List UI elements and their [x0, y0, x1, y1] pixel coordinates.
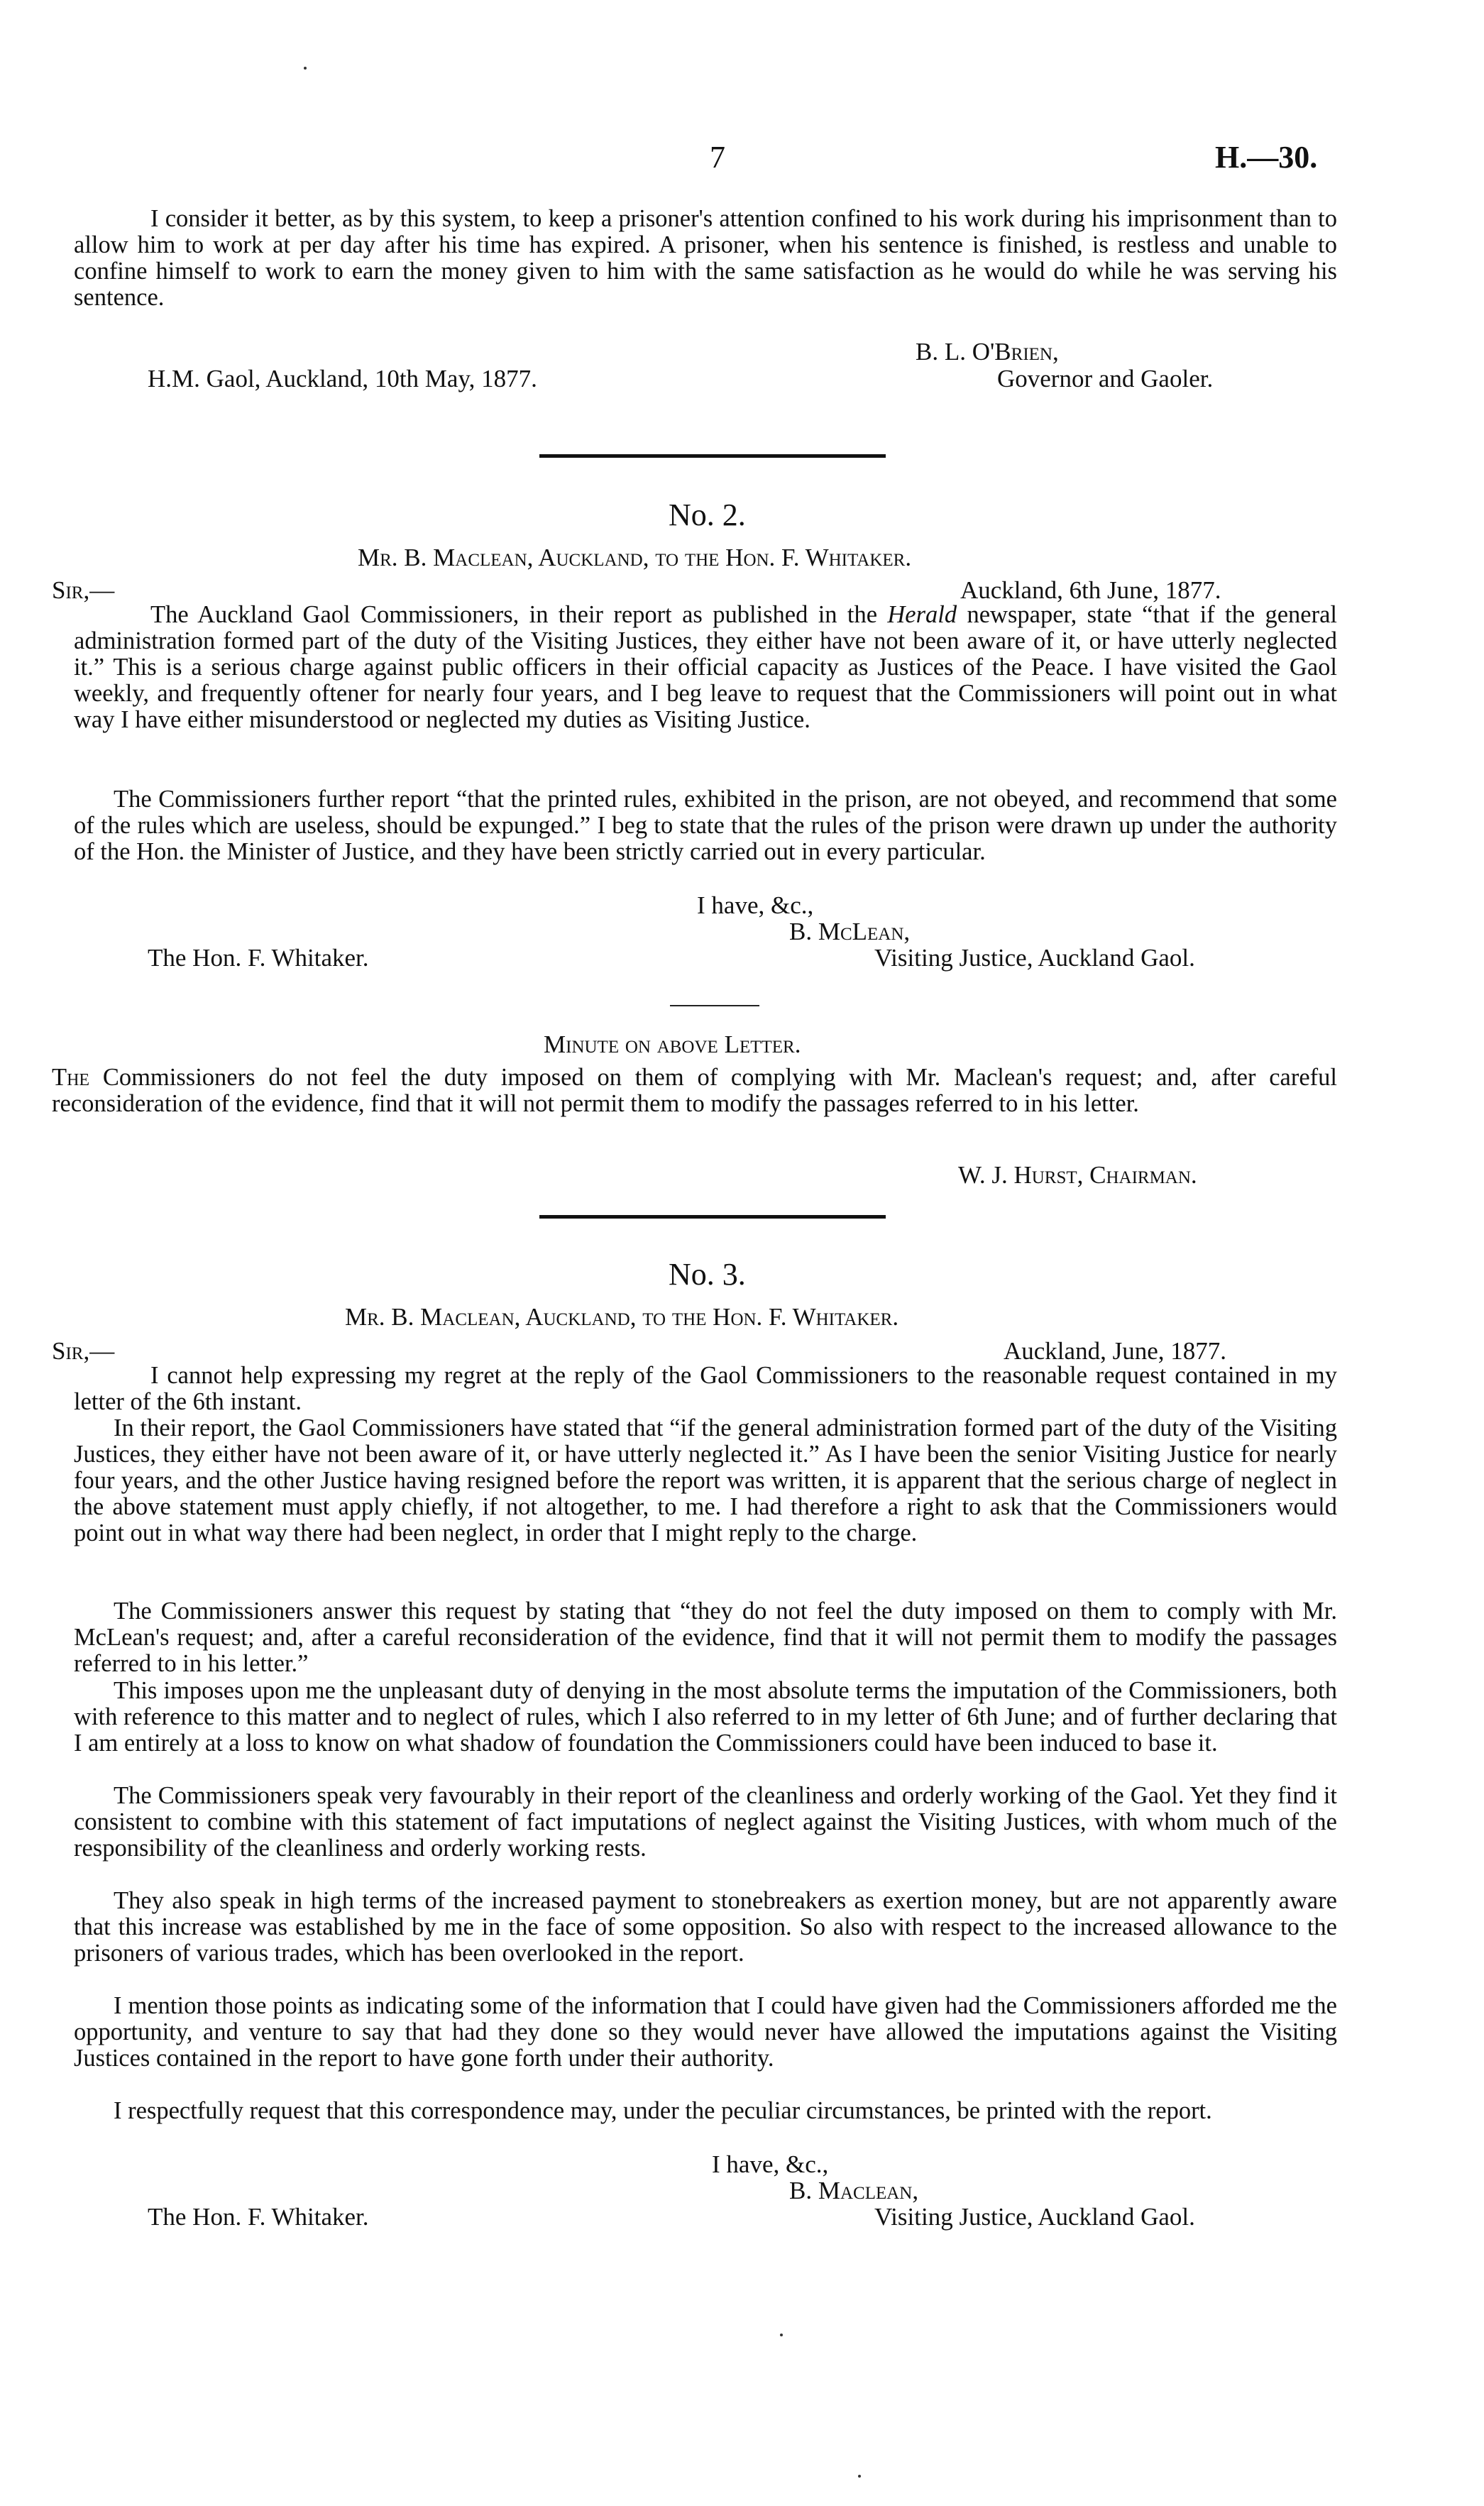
- paragraph-text: The Auckland Gaol Commissioners, in their report as published in the: [150, 601, 888, 628]
- signer-title: Visiting Justice, Auckland Gaol.: [874, 2203, 1195, 2231]
- document-reference: H.—30.: [1215, 140, 1318, 175]
- letter-date: Auckland, June, 1877.: [1004, 1337, 1226, 1365]
- minute-lead-word: The: [52, 1064, 90, 1091]
- addressee: The Hon. F. Whitaker.: [148, 2203, 369, 2231]
- letter-paragraph: [74, 602, 1337, 733]
- newspaper-name: Herald: [887, 601, 957, 628]
- letter-number: No. 3.: [669, 1257, 746, 1292]
- signer-title: Visiting Justice, Auckland Gaol.: [874, 944, 1195, 972]
- print-speck: [858, 2475, 861, 2478]
- salutation: Sir,—: [52, 1337, 115, 1365]
- signer-name: B. Maclean,: [789, 2177, 919, 2204]
- letter-paragraph: I respectfully request that this correspondence may, under the peculiar circumstances, be printed with the report.: [114, 2097, 1212, 2124]
- letter-number: No. 2.: [669, 498, 746, 532]
- addressee: The Hon. F. Whitaker.: [148, 944, 369, 972]
- minute-heading: Minute on above Letter.: [544, 1031, 801, 1058]
- page-number: 7: [710, 140, 725, 175]
- letter-heading: Mr. B. Maclean, Auckland, to the Hon. F. Whitaker.: [358, 544, 912, 571]
- letter-paragraph: The Commissioners further report “that the printed rules, exhibited in the prison, are not obeyed, and recommend that some of the rules which are useless, should be expunged.” I beg to state that the rules of the prison were drawn up under the authority of the Hon. the Minister of Justice, and they have been strictly carried out in every particular.: [74, 786, 1337, 865]
- section-divider: [539, 454, 886, 458]
- print-speck: [780, 2334, 783, 2336]
- continuation-paragraph: I consider it better, as by this system, to keep a prisoner's attention confined to his work during his imprisonment than to allow him to work at per day after his time has expired. A prisoner, when his sentence is finished, is restless and unable to confine himself to work to earn the money given to him with the same satisfaction as he would do while he was serving his sentence.: [74, 205, 1337, 311]
- paragraph-text: newspaper, state “that if the general administration formed part of the duty of the Visiting Justices, they either have not been aware of it, or have utterly neglected it.” This is a serious charge against public officers in their official capacity as Justices of the Peace. I have visited the Gaol weekly, and frequently oftener for nearly four years, and I beg leave to request that the Commissioners will point out in what way I have either misunderstood or neglected my duties as Visiting Justice.: [74, 601, 1337, 733]
- letter-paragraph: I mention those points as indicating some of the information that I could have given had the Commissioners afforded me the opportunity, and venture to say that had they done so they would never have allowed the imputations against the Visiting Justices contained in the report to have gone forth under their authority.: [74, 1992, 1337, 2072]
- letter-paragraph: I cannot help expressing my regret at the reply of the Gaol Commissioners to the reasonable request contained in my letter of the 6th instant.: [74, 1362, 1337, 1415]
- letter-date: Auckland, 6th June, 1877.: [960, 576, 1221, 604]
- section-divider: [539, 1215, 886, 1219]
- letter-paragraph: They also speak in high terms of the increased payment to stonebreakers as exertion money, but are not apparently aware that this increase was established by me in the face of some opposition. So also with respect to the increased allowance to the prisoners of various trades, which has been overlooked in the report.: [74, 1887, 1337, 1967]
- letter-paragraph: This imposes upon me the unpleasant duty of denying in the most absolute terms the imputation of the Commissioners, both with reference to this matter and to neglect of rules, which I also referred to in my letter of 6th June; and of further declaring that I am entirely at a loss to know on what shadow of foundation the Commissioners could have been induced to base it.: [74, 1677, 1337, 1757]
- minute-divider: [670, 1005, 759, 1006]
- closing: I have, &c.,: [712, 2150, 829, 2178]
- letter-paragraph: The Commissioners speak very favourably in their report of the cleanliness and orderly working of the Gaol. Yet they find it consistent to combine with this statement of fact imputations of neglect against the Visiting Justices, with whom much of the responsibility of the cleanliness and orderly working rests.: [74, 1782, 1337, 1862]
- letter-paragraph: In their report, the Gaol Commissioners have stated that “if the general administration formed part of the duty of the Visiting Justices, they either have not been aware of it, or have utterly neglected it.” As I have been the senior Visiting Justice for nearly four years, and the other Justice having resigned before the report was written, it is apparent that the serious charge of neglect in the above statement must apply chiefly, if not altogether, to me. I had therefore a right to ask that the Commissioners would point out in what way there had been neglect, in order that I might reply to the charge.: [74, 1414, 1337, 1546]
- closing: I have, &c.,: [697, 891, 814, 919]
- letter-heading: Mr. B. Maclean, Auckland, to the Hon. F. Whitaker.: [345, 1303, 899, 1331]
- signature-title: Governor and Gaoler.: [997, 365, 1214, 392]
- place-date: H.M. Gaol, Auckland, 10th May, 1877.: [148, 365, 537, 392]
- minute-text: Commissioners do not feel the duty imposed on them of complying with Mr. Maclean's request; and, after careful reconsideration of the evidence, find that it will not permit them to modify the passages referred to in his letter.: [52, 1064, 1337, 1117]
- print-speck: [304, 67, 307, 70]
- salutation: Sir,—: [52, 576, 115, 604]
- letter-paragraph: The Commissioners answer this request by stating that “they do not feel the duty imposed on them to comply with Mr. McLean's request; and, after a careful reconsideration of the evidence, find that it will not permit them to modify the passages referred to in his letter.”: [74, 1598, 1337, 1677]
- minute-body: [52, 1065, 1337, 1117]
- signer-name: B. McLean,: [789, 918, 911, 945]
- signature-name: B. L. O'Brien,: [916, 338, 1059, 366]
- minute-signature: W. J. Hurst, Chairman.: [958, 1161, 1197, 1189]
